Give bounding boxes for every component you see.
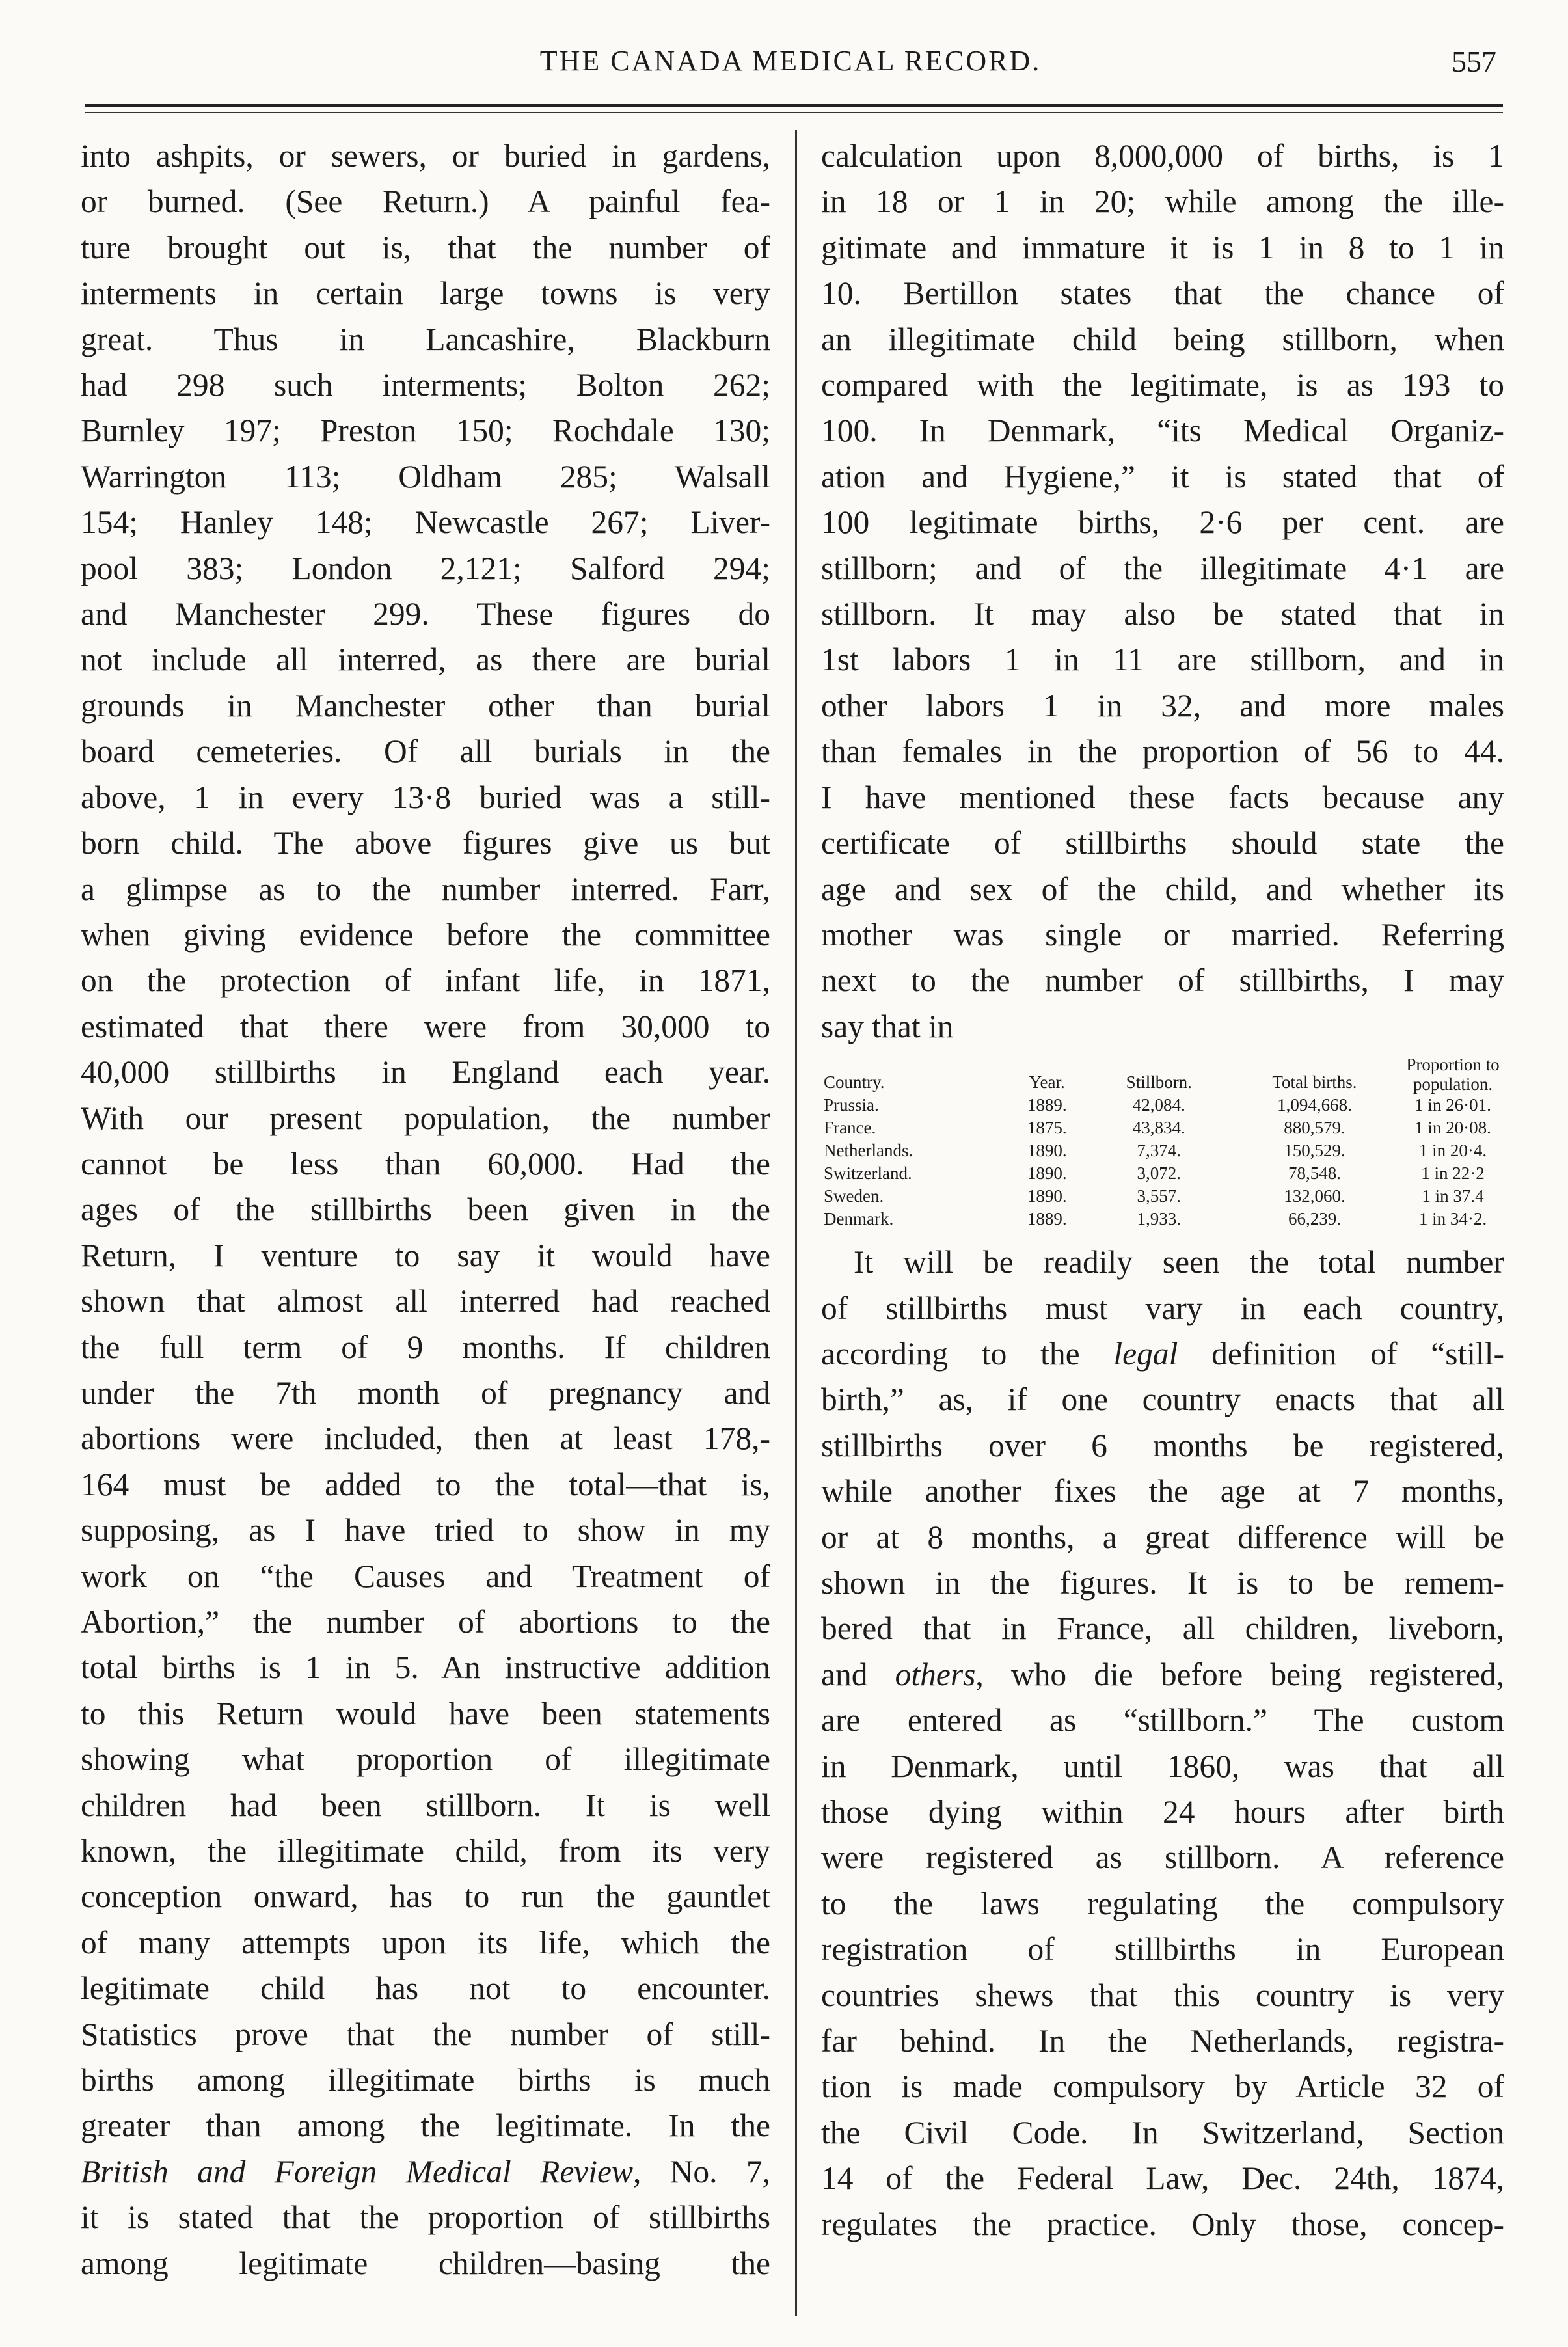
header-rule-thin [85, 112, 1503, 113]
text-line: shown in the figures. It is to be remem- [821, 1564, 1504, 1601]
table-header-proportion: Proportion to population. [1406, 1055, 1500, 1094]
column-divider [795, 130, 797, 2316]
text-line: estimated that there were from 30,000 to [81, 1008, 770, 1044]
table-cell: 1 in 20·4. [1418, 1141, 1487, 1161]
table-cell: France. [824, 1118, 876, 1138]
text-line: supposing, as I have tried to show in my [81, 1512, 770, 1549]
text-line: according to the legal definition of “still- [821, 1335, 1504, 1372]
text-line: on the protection of infant life, in 1871, [81, 962, 770, 999]
text-line: than females in the proportion of 56 to 44. [821, 733, 1504, 770]
text-line: Abortion,” the number of abortions to the [81, 1604, 770, 1640]
table-cell: 3,557. [1137, 1186, 1182, 1206]
table-cell: 1 in 22·2 [1421, 1163, 1485, 1184]
stillbirth-table [821, 1055, 1504, 1230]
header-rule-thick [85, 104, 1503, 107]
table-cell: 78,548. [1288, 1163, 1341, 1184]
text-line: and Manchester 299. These figures do [81, 596, 770, 632]
text-line: it is stated that the proportion of stillbirths [81, 2199, 770, 2236]
text-line: while another fixes the age at 7 months, [821, 1473, 1504, 1510]
text-line: showing what proportion of illegitimate [81, 1741, 770, 1778]
table-header-total-births: Total births. [1272, 1072, 1357, 1092]
text-line: mother was single or married. Referring [821, 916, 1504, 953]
text-line: an illegitimate child being stillborn, when [821, 321, 1504, 357]
table-cell: Switzerland. [824, 1163, 912, 1184]
text-line: ages of the stillbirths been given in the [81, 1191, 770, 1228]
right-column-top-text [821, 133, 1504, 1050]
text-line: British and Foreign Medical Review, No. 7, [81, 2153, 770, 2190]
text-line: age and sex of the child, and whether its [821, 871, 1504, 907]
text-line: stillborn. It may also be stated that in [821, 596, 1504, 632]
text-line: 40,000 stillbirths in England each year. [81, 1054, 770, 1091]
table-row [821, 1139, 1504, 1162]
table-cell: 43,834. [1132, 1118, 1185, 1138]
text-line: among legitimate children—basing the [81, 2245, 770, 2281]
text-line: born child. The above figures give us but [81, 825, 770, 861]
text-line: children had been stillborn. It is well [81, 1787, 770, 1823]
text-line: stillborn; and of the illegitimate 4·1 are [821, 550, 1504, 586]
text-line: the full term of 9 months. If children [81, 1329, 770, 1365]
table-cell: Netherlands. [824, 1141, 913, 1161]
running-header [85, 44, 1496, 96]
text-line: other labors 1 in 32, and more males [821, 687, 1504, 724]
text-line: board cemeteries. Of all burials in the [81, 733, 770, 770]
table-row [821, 1185, 1504, 1208]
text-line: to this Return would have been statements [81, 1695, 770, 1731]
text-line: or burned. (See Return.) A painful fea- [81, 183, 770, 220]
text-line: regulates the practice. Only those, concep- [821, 2206, 1504, 2242]
text-line: Warrington 113; Oldham 285; Walsall [81, 458, 770, 495]
text-line: the Civil Code. In Switzerland, Section [821, 2114, 1504, 2150]
text-line: ation and Hygiene,” it is stated that of [821, 458, 1504, 495]
text-line: far behind. In the Netherlands, registra- [821, 2023, 1504, 2059]
text-line: bered that in France, all children, liveborn, [821, 1610, 1504, 1647]
table-cell: 1889. [1027, 1095, 1067, 1115]
right-column-bottom-text [821, 1240, 1504, 2247]
text-line: in Denmark, until 1860, was that all [821, 1748, 1504, 1784]
text-line: births among illegitimate births is much [81, 2062, 770, 2098]
text-line: registration of stillbirths in European [821, 1931, 1504, 1968]
text-line: were registered as stillborn. A reference [821, 1839, 1504, 1876]
text-line: not include all interred, as there are burial [81, 642, 770, 678]
table-header-stillborn: Stillborn. [1126, 1072, 1192, 1092]
text-line: gitimate and immature it is 1 in 8 to 1 in [821, 229, 1504, 265]
page-number: 557 [1452, 45, 1496, 78]
text-line: legitimate child has not to encounter. [81, 1970, 770, 2007]
text-line: those dying within 24 hours after birth [821, 1794, 1504, 1830]
table-cell: 1 in 20·08. [1414, 1118, 1491, 1138]
text-line: to the laws regulating the compulsory [821, 1885, 1504, 1921]
table-cell: Prussia. [824, 1095, 879, 1115]
text-line: when giving evidence before the committee [81, 916, 770, 953]
table-cell: 880,579. [1284, 1118, 1345, 1138]
table-cell: Sweden. [824, 1186, 884, 1206]
text-line: 154; Hanley 148; Newcastle 267; Liver- [81, 504, 770, 541]
text-line: a glimpse as to the number interred. Farr, [81, 871, 770, 907]
table-cell: 1890. [1027, 1163, 1067, 1184]
text-line: next to the number of stillbirths, I may [821, 962, 1504, 999]
text-line: I have mentioned these facts because any [821, 779, 1504, 815]
table-cell: 1,094,668. [1277, 1095, 1352, 1115]
text-line: are entered as “stillborn.” The custom [821, 1702, 1504, 1739]
table-row [821, 1094, 1504, 1117]
table-cell: 1890. [1027, 1186, 1067, 1206]
text-line: Burnley 197; Preston 150; Rochdale 130; [81, 413, 770, 449]
table-cell: 1,933. [1137, 1209, 1182, 1229]
table-cell: 7,374. [1137, 1141, 1182, 1161]
text-line: It will be readily seen the total number [854, 1244, 1504, 1281]
text-line: conception onward, has to run the gauntlet [81, 1879, 770, 1915]
table-header-year: Year. [1029, 1072, 1065, 1092]
table-cell: 1875. [1027, 1118, 1067, 1138]
text-line: 100. In Denmark, “its Medical Organiz- [821, 413, 1504, 449]
text-line: 10. Bertillon states that the chance of [821, 275, 1504, 312]
text-line: great. Thus in Lancashire, Blackburn [81, 321, 770, 357]
table-cell: 1889. [1027, 1209, 1067, 1229]
text-line: total births is 1 in 5. An instructive addition [81, 1649, 770, 1686]
table-cell: 66,239. [1288, 1209, 1341, 1229]
text-line: work on “the Causes and Treatment of [81, 1558, 770, 1594]
table-cell: 132,060. [1284, 1186, 1345, 1206]
table-cell: 1 in 37.4 [1422, 1186, 1484, 1206]
table-row [821, 1117, 1504, 1139]
right-column [821, 133, 1504, 2247]
text-line: tion is made compulsory by Article 32 of [821, 2069, 1504, 2105]
text-line: compared with the legitimate, is as 193 to [821, 367, 1504, 403]
text-line: cannot be less than 60,000. Had the [81, 1145, 770, 1182]
text-line: say that in [821, 1008, 954, 1044]
text-line: of many attempts upon its life, which the [81, 1924, 770, 1960]
text-line: stillbirths over 6 months be registered, [821, 1427, 1504, 1463]
text-line: Statistics prove that the number of still- [81, 2016, 770, 2052]
journal-title: THE CANADA MEDICAL RECORD. [539, 45, 1042, 77]
text-line: 164 must be added to the total—that is, [81, 1466, 770, 1502]
text-line: or at 8 months, a great difference will be [821, 1519, 1504, 1555]
table-cell: 1 in 26·01. [1414, 1095, 1491, 1115]
text-line: ture brought out is, that the number of [81, 229, 770, 265]
text-line: above, 1 in every 13·8 buried was a still- [81, 779, 770, 815]
text-line: greater than among the legitimate. In the [81, 2108, 770, 2144]
text-line: shown that almost all interred had reached [81, 1283, 770, 1320]
text-line: known, the illegitimate child, from its very [81, 1833, 770, 1869]
text-line: of stillbirths must vary in each country, [821, 1290, 1504, 1326]
text-line: and others, who die before being registered, [821, 1656, 1504, 1692]
table-row [821, 1208, 1504, 1230]
table-row [821, 1162, 1504, 1185]
text-line: calculation upon 8,000,000 of births, is 1 [821, 138, 1504, 174]
table-cell: 1 in 34·2. [1418, 1209, 1487, 1229]
text-line: into ashpits, or sewers, or buried in gardens, [81, 138, 770, 174]
table-cell: 1890. [1027, 1141, 1067, 1161]
text-line: had 298 such interments; Bolton 262; [81, 367, 770, 403]
text-line: grounds in Manchester other than burial [81, 687, 770, 724]
text-line: interments in certain large towns is very [81, 275, 770, 312]
table-header-country: Country. [824, 1072, 885, 1092]
text-line: pool 383; London 2,121; Salford 294; [81, 550, 770, 586]
text-line: 1st labors 1 in 11 are stillborn, and in [821, 642, 1504, 678]
table-cell: 150,529. [1284, 1141, 1345, 1161]
text-line: under the 7th month of pregnancy and [81, 1374, 770, 1411]
text-line: 14 of the Federal Law, Dec. 24th, 1874, [821, 2160, 1504, 2197]
table-cell: Denmark. [824, 1209, 894, 1229]
text-line: birth,” as, if one country enacts that all [821, 1381, 1504, 1418]
text-line: Return, I venture to say it would have [81, 1237, 770, 1273]
text-line: abortions were included, then at least 178,- [81, 1420, 770, 1457]
table-cell: 3,072. [1137, 1163, 1182, 1184]
text-line: certificate of stillbirths should state the [821, 825, 1504, 861]
text-line: 100 legitimate births, 2·6 per cent. are [821, 504, 1504, 541]
text-line: With our present population, the number [81, 1100, 770, 1136]
text-line: countries shews that this country is very [821, 1977, 1504, 2013]
table-cell: 42,084. [1132, 1095, 1185, 1115]
text-line: in 18 or 1 in 20; while among the ille- [821, 183, 1504, 220]
left-column [81, 133, 770, 2286]
